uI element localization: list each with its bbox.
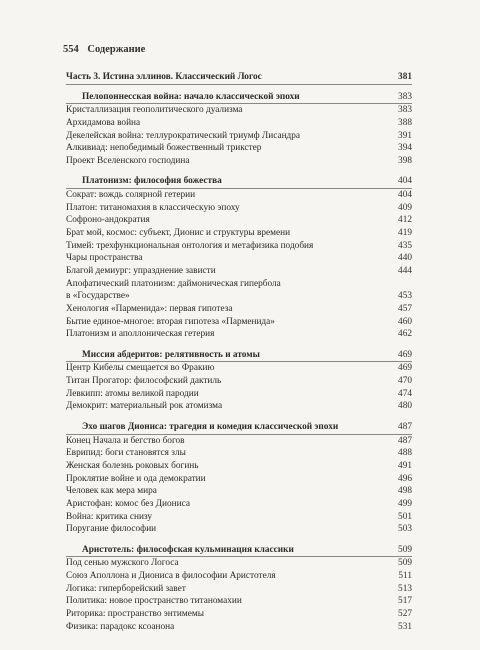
toc-entry-page: 470 bbox=[398, 376, 412, 387]
toc-part-page: 381 bbox=[398, 72, 412, 82]
toc-entry[interactable] bbox=[66, 189, 412, 202]
toc-entry-title: Софроно-андократия bbox=[66, 215, 150, 226]
toc-entry-title: Человек как мера мира bbox=[66, 486, 157, 497]
toc-entry-page: 503 bbox=[398, 524, 412, 535]
toc-section-title: Аристотель: философская кульминация классики bbox=[82, 544, 294, 555]
toc-entry-title: Сократ: вождь солярной гетерии bbox=[66, 190, 196, 201]
toc-section-page: 487 bbox=[398, 422, 412, 433]
toc-section-heading[interactable] bbox=[66, 544, 412, 558]
toc-entry-page: 513 bbox=[398, 583, 412, 594]
toc-section bbox=[66, 421, 412, 536]
toc-entry[interactable] bbox=[66, 375, 412, 388]
toc-section-heading[interactable] bbox=[66, 91, 412, 105]
toc-entry-title: Демокрит: материальный рок атомизма bbox=[66, 401, 223, 412]
toc-entry-page: 453 bbox=[398, 291, 412, 302]
toc-entry-page: 444 bbox=[398, 265, 412, 276]
toc-entry-title: Политика: новое пространство титаномахии bbox=[66, 596, 242, 607]
toc-entry-title: Поругание философии bbox=[66, 524, 157, 535]
toc-entry[interactable] bbox=[66, 435, 412, 448]
toc-entry-title: Война: критика снизу bbox=[66, 511, 153, 522]
toc-entry-page: 511 bbox=[398, 571, 412, 582]
toc-section-title: Эхо шагов Диониса: трагедия и комедия классической эпохи bbox=[82, 422, 339, 433]
toc-entry-page: 398 bbox=[398, 155, 412, 166]
toc-section-title: Платонизм: философия божества bbox=[82, 176, 222, 187]
toc-entry-page: 491 bbox=[398, 460, 412, 471]
toc-entry-title: Архидамова война bbox=[66, 117, 141, 128]
toc-section-page: 469 bbox=[398, 349, 412, 360]
toc-entry-page: 404 bbox=[398, 190, 412, 201]
toc-sections bbox=[66, 91, 412, 634]
toc-entry[interactable] bbox=[66, 485, 412, 498]
toc-entry-page: 440 bbox=[398, 253, 412, 264]
toc-entry-page: 488 bbox=[398, 448, 412, 459]
toc-entry[interactable] bbox=[66, 155, 412, 168]
toc-section-heading[interactable] bbox=[66, 421, 412, 435]
toc-section bbox=[66, 349, 412, 413]
toc-entry-title: Тимей: трехфункциональная онтология и метафизика подобия bbox=[66, 240, 314, 251]
toc-entry-page: 394 bbox=[398, 143, 412, 154]
toc-entry-title: в «Государстве» bbox=[66, 291, 130, 302]
toc-entry-title: Кристаллизация геополитического дуализма bbox=[66, 105, 243, 116]
toc-entry[interactable] bbox=[66, 316, 412, 329]
toc-entry-title: Платон: титаномахия в классическую эпоху bbox=[66, 202, 240, 213]
toc-entry[interactable] bbox=[66, 104, 412, 117]
toc-entry-title: Риторика: пространство энтимемы bbox=[66, 608, 204, 619]
toc-entry-title: Брат мой, космос: субъект, Дионис и структуры времени bbox=[66, 228, 291, 239]
toc-entry[interactable] bbox=[66, 362, 412, 375]
toc-entry-title: Апофатический платонизм: даймоническая гипербола bbox=[66, 278, 281, 289]
toc-entry-page: 435 bbox=[398, 240, 412, 251]
toc-entry-page: 460 bbox=[398, 316, 412, 327]
toc-entry[interactable] bbox=[66, 460, 412, 473]
toc-entry-title: Физика: парадокс ксоанона bbox=[66, 621, 175, 632]
toc-section-heading[interactable] bbox=[66, 349, 412, 363]
toc-entry[interactable] bbox=[66, 303, 412, 316]
toc-entry[interactable] bbox=[66, 388, 412, 401]
toc-entry-page: 419 bbox=[398, 228, 412, 239]
toc-entry[interactable] bbox=[66, 511, 412, 524]
header-title: Содержание bbox=[87, 44, 146, 55]
toc-part-title: Часть 3. Истина эллинов. Классический Логос bbox=[66, 72, 262, 82]
toc-entry-page: 391 bbox=[398, 130, 412, 141]
toc-entry-title: Проклятие войне и ода демократии bbox=[66, 473, 206, 484]
toc-entry[interactable] bbox=[66, 214, 412, 227]
toc-entry-title: Проект Вселенского господина bbox=[66, 155, 190, 166]
toc-entry-page: 383 bbox=[398, 105, 412, 116]
toc-entry-page: 531 bbox=[398, 621, 412, 632]
toc-entry[interactable] bbox=[66, 621, 412, 634]
toc-entry[interactable] bbox=[66, 290, 412, 303]
toc-entry-title: Бытие единое-многое: вторая гипотеза «Парменида» bbox=[66, 316, 275, 327]
toc-entry-title: Еврипид: боги становятся злы bbox=[66, 448, 186, 459]
page-number: 554 bbox=[63, 44, 79, 55]
toc-entry[interactable] bbox=[66, 278, 412, 291]
toc-entry[interactable] bbox=[66, 328, 412, 341]
toc-section-title: Миссия абдеритов: релятивность и атомы bbox=[82, 349, 260, 360]
toc-section-title: Пелопоннесская война: начало классической эпохи bbox=[82, 91, 300, 102]
toc-entry-page: 480 bbox=[398, 401, 412, 412]
toc-entry-title: Конец Начала и бегство богов bbox=[66, 435, 185, 446]
toc-entry[interactable] bbox=[66, 142, 412, 155]
toc-entry-title: Левкипп: атомы великой пародии bbox=[66, 388, 199, 399]
toc-entry-title: Центр Кибелы смещается во Фракию bbox=[66, 363, 215, 374]
toc-entry-page: 527 bbox=[398, 608, 412, 619]
running-header bbox=[63, 44, 145, 55]
toc-section-page: 383 bbox=[398, 91, 412, 102]
toc-entry-page: 487 bbox=[398, 435, 412, 446]
toc-entry[interactable] bbox=[66, 240, 412, 253]
toc-entry[interactable] bbox=[66, 608, 412, 621]
toc-entry-page: 462 bbox=[398, 329, 412, 340]
toc-entry-title: Декелейская война: теллурократический триумф Лисандра bbox=[66, 130, 301, 141]
toc-entry[interactable] bbox=[66, 117, 412, 130]
toc-section-page: 404 bbox=[398, 176, 412, 187]
toc-entry-page: 509 bbox=[398, 558, 412, 569]
toc-entry-title: Логика: гиперборейский завет bbox=[66, 583, 186, 594]
toc-entry-page: 501 bbox=[398, 511, 412, 522]
toc-entry-title: Под сенью мужского Логоса bbox=[66, 558, 179, 569]
toc-entry[interactable] bbox=[66, 227, 412, 240]
toc-entry[interactable] bbox=[66, 447, 412, 460]
toc-entry-page: 474 bbox=[398, 388, 412, 399]
toc-entry[interactable] bbox=[66, 595, 412, 608]
toc-section bbox=[66, 91, 412, 168]
toc-entry-page: 388 bbox=[398, 117, 412, 128]
toc-section-page: 509 bbox=[398, 544, 412, 555]
toc-entry-page: 498 bbox=[398, 486, 412, 497]
toc-entry-title: Чары пространства bbox=[66, 253, 143, 264]
table-of-contents bbox=[66, 71, 412, 633]
toc-entry-title: Благой демиург: упразднение зависти bbox=[66, 265, 216, 276]
toc-entry-title: Титан Прогатор: философский дактиль bbox=[66, 376, 222, 387]
toc-entry-title: Платонизм и аполлоническая гетерия bbox=[66, 329, 215, 340]
toc-entry[interactable] bbox=[66, 523, 412, 536]
toc-entry[interactable] bbox=[66, 583, 412, 596]
toc-section bbox=[66, 175, 412, 340]
toc-entry-title: Аристофан: комос без Диониса bbox=[66, 498, 190, 509]
toc-entry-title: Хенология «Парменида»: первая гипотеза bbox=[66, 303, 233, 314]
toc-entry-page: 499 bbox=[398, 498, 412, 509]
toc-entry-title: Союз Аполлона и Диониса в философии Аристотеля bbox=[66, 571, 276, 582]
toc-entry[interactable] bbox=[66, 473, 412, 486]
toc-entry-page: 517 bbox=[398, 596, 412, 607]
toc-entry[interactable] bbox=[66, 265, 412, 278]
toc-entry[interactable] bbox=[66, 400, 412, 413]
toc-entry-page: 496 bbox=[398, 473, 412, 484]
toc-entry[interactable] bbox=[66, 570, 412, 583]
toc-entry-page: 409 bbox=[398, 202, 412, 213]
toc-entry[interactable] bbox=[66, 202, 412, 215]
toc-entry[interactable] bbox=[66, 498, 412, 511]
toc-section bbox=[66, 544, 412, 633]
toc-entry-page: 457 bbox=[398, 303, 412, 314]
toc-entry[interactable] bbox=[66, 252, 412, 265]
toc-entry-title: Алкивиад: непобедимый божественный трикстер bbox=[66, 143, 262, 154]
toc-part[interactable] bbox=[66, 71, 412, 85]
toc-entry-page: 469 bbox=[398, 363, 412, 374]
toc-entry-page: 412 bbox=[398, 215, 412, 226]
toc-section-heading[interactable] bbox=[66, 175, 412, 189]
toc-entry[interactable] bbox=[66, 130, 412, 143]
toc-entry-title: Женская болезнь роковых богинь bbox=[66, 460, 199, 471]
toc-entry[interactable] bbox=[66, 557, 412, 570]
